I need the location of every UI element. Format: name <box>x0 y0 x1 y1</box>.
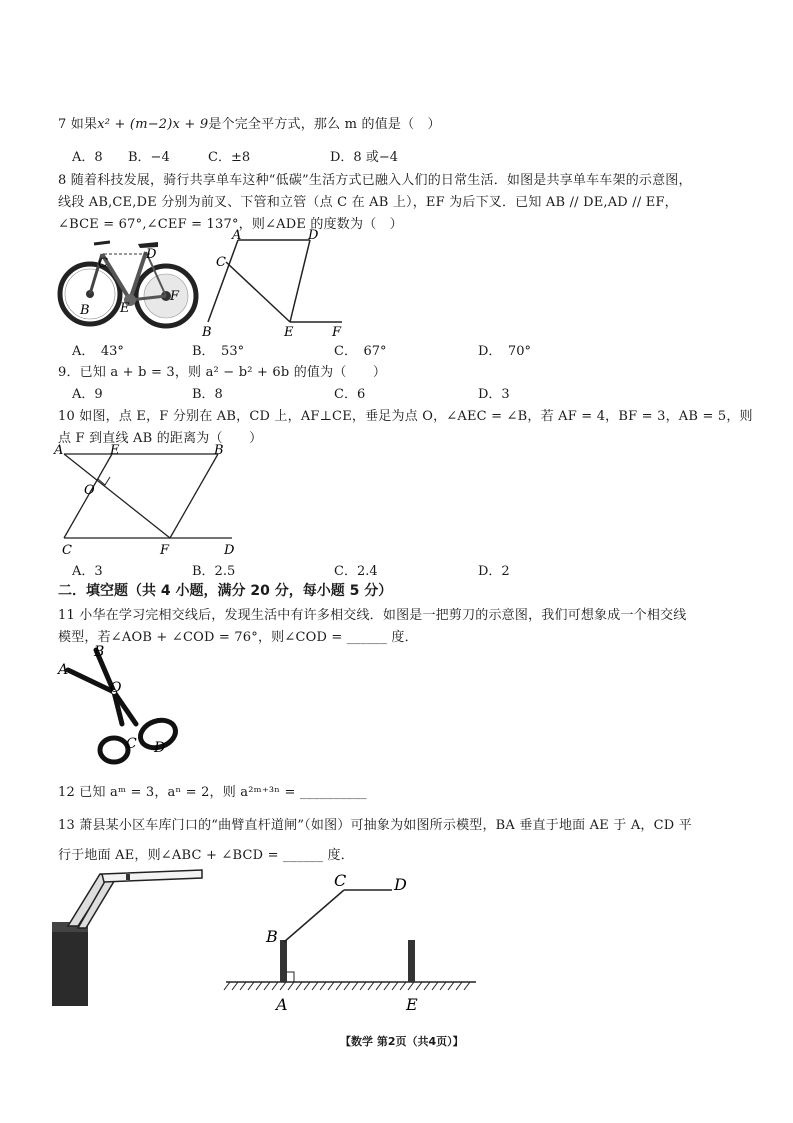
gate-label-d: D <box>394 875 407 894</box>
q10-label-a: A <box>54 443 64 458</box>
gate-label-a: A <box>276 995 288 1014</box>
q10-stem-line2: 点 F 到直线 AB 的距离为（ ） <box>58 431 263 446</box>
q13-stem-line2: 行于地面 AE，则∠ABC + ∠BCD = ______ 度． <box>58 848 354 863</box>
bike-label-f: F <box>170 289 180 304</box>
q9-option-a: A．9 <box>72 387 103 402</box>
q7-option-a: A．8 <box>72 150 103 165</box>
diagram-label-f: F <box>332 325 342 340</box>
q10-label-f: F <box>160 543 170 558</box>
scissors-label-c: C <box>126 736 137 752</box>
q10-stem-line1: 10 如图，点 E，F 分别在 AB，CD 上，AF⊥CE，垂足为点 O，∠AEC = ∠B，若 AF = 4，BF = 3，AB = 5，则 <box>58 409 753 424</box>
q8-stem-line2: 线段 AB,CE,DE 分别为前叉、下管和立管（点 C 在 AB 上），EF 为后下叉．已知 AB // DE,AD // EF， <box>58 195 678 210</box>
q7-stem: 7 如果x² + (m−2)x + 9是个完全平方式，那么 m 的值是（ ） <box>58 117 441 132</box>
q11-stem-line2: 模型，若∠AOB + ∠COD = 76°，则∠COD = ______ 度． <box>58 630 418 645</box>
q7-expression: x² + (m−2)x + 9 <box>97 117 209 132</box>
q10-label-c: C <box>62 543 72 558</box>
gate-label-b: B <box>266 927 278 946</box>
q10-parallelogram-diagram <box>50 442 250 560</box>
q9-option-d: D．3 <box>478 387 510 402</box>
q8-option-d: D． 70° <box>478 344 531 359</box>
q8-stem-line1: 8 随着科技发展，骑行共享单车这种“低碳”生活方式已融入人们的日常生活．如图是共享单车车架的示意图， <box>58 173 692 188</box>
q10-option-c: C．2.4 <box>334 564 378 579</box>
q10-label-o: O <box>84 483 95 498</box>
gate-label-e: E <box>406 995 418 1014</box>
diagram-label-b: B <box>202 325 212 340</box>
bicycle-photo <box>54 236 200 330</box>
q10-label-e: E <box>110 443 120 458</box>
bike-label-b: B <box>80 303 90 318</box>
q10-label-b: B <box>214 443 224 458</box>
bike-label-c: C <box>98 256 108 271</box>
q12-stem: 12 已知 aᵐ = 3，aⁿ = 2，则 a²ᵐ⁺³ⁿ = __________ <box>58 785 367 800</box>
q10-option-b: B．2.5 <box>192 564 236 579</box>
q11-stem-line1: 11 小华在学习完相交线后，发现生活中有许多相交线．如图是一把剪刀的示意图，我们可想象成一个相交线 <box>58 608 687 623</box>
scissors-label-d: D <box>154 740 166 756</box>
gate-model-diagram <box>222 868 484 1016</box>
q8-stem-line3: ∠BCE = 67°,∠CEF = 137°，则∠ADE 的度数为（ ） <box>58 217 403 232</box>
q9-option-b: B．8 <box>192 387 223 402</box>
bike-label-e: E <box>120 301 130 316</box>
diagram-label-d: D <box>308 228 319 243</box>
diagram-label-a: A <box>232 228 242 243</box>
q10-label-d: D <box>224 543 235 558</box>
scissors-label-o: O <box>110 680 122 696</box>
scissors-diagram <box>54 642 194 772</box>
page-footer: 【数学 第2页（共4页）】 <box>340 1035 464 1048</box>
q8-option-b: B． 53° <box>192 344 245 359</box>
q10-option-a: A．3 <box>72 564 103 579</box>
q13-stem-line1: 13 萧县某小区车库门口的“曲臂直杆道闸”（如图）可抽象为如图所示模型，BA 垂直于地面 AE 于 A，CD 平 <box>58 818 692 833</box>
gate-label-c: C <box>334 871 347 890</box>
q8-option-a: A． 43° <box>72 344 124 359</box>
diagram-label-e: E <box>284 325 294 340</box>
section-heading-fill-in: 二．填空题（共 4 小题，满分 20 分，每小题 5 分） <box>58 583 393 599</box>
barrier-gate-photo <box>48 864 208 1010</box>
q7-option-b: B．−4 <box>128 150 170 165</box>
scissors-label-b: B <box>94 644 105 660</box>
bike-label-d: D <box>146 247 157 262</box>
q10-option-d: D．2 <box>478 564 510 579</box>
q9-stem: 9．已知 a + b = 3，则 a² − b² + 6b 的值为（ ） <box>58 365 387 380</box>
q7-option-c: C．±8 <box>208 150 251 165</box>
bike-frame-diagram <box>196 228 356 340</box>
q8-option-c: C． 67° <box>334 344 387 359</box>
diagram-label-c: C <box>216 255 226 270</box>
q7-option-d: D．8 或−4 <box>330 150 398 165</box>
q9-option-c: C．6 <box>334 387 366 402</box>
scissors-label-a: A <box>58 662 69 678</box>
